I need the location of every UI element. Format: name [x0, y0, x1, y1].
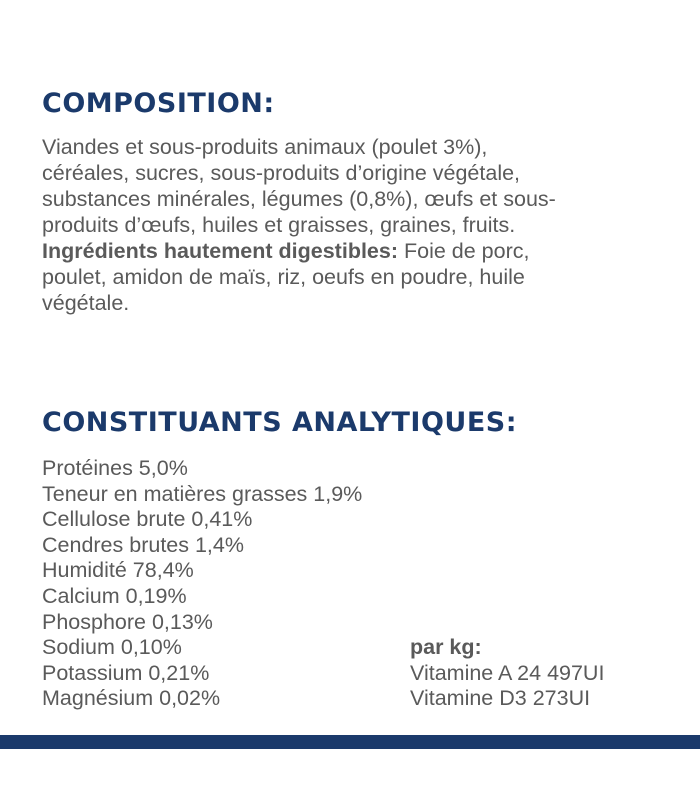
composition-text	[42, 134, 682, 316]
nutrient-item: Magnésium 0,02%	[42, 686, 221, 711]
nutrient-item: Cendres brutes 1,4%	[42, 532, 244, 557]
composition-line: substances minérales, légumes (0,8%), œufs et sous-	[42, 187, 556, 211]
vitamin-list	[410, 661, 604, 712]
composition-line: Viandes et sous-produits animaux (poulet 3%),	[42, 135, 488, 159]
digestible-line	[42, 238, 682, 264]
nutrient-item: Cellulose brute 0,41%	[42, 507, 253, 532]
nutrient-item: Calcium 0,19%	[42, 583, 187, 608]
per-kg-label: par kg:	[410, 635, 482, 659]
digestible-line: poulet, amidon de maïs, riz, oeufs en poudre, huile	[42, 265, 525, 289]
composition-heading: COMPOSITION:	[42, 88, 275, 119]
digestible-first: Foie de porc,	[398, 239, 530, 263]
vitamin-item: Vitamine A 24 497UI	[410, 660, 605, 685]
nutrient-list	[42, 456, 362, 712]
composition-line: produits d’œufs, huiles et graisses, graines, fruits.	[42, 213, 516, 237]
digestible-label: Ingrédients hautement digestibles:	[42, 239, 398, 263]
digestible-line: végétale.	[42, 291, 130, 315]
nutrient-item: Teneur en matières grasses 1,9%	[42, 481, 363, 506]
nutrient-item: Phosphore 0,13%	[42, 609, 213, 634]
nutrient-item: Sodium 0,10%	[42, 635, 182, 660]
vitamin-block	[410, 635, 604, 712]
composition-line: céréales, sucres, sous-produits d’origine végétale,	[42, 161, 521, 185]
nutrient-item: Humidité 78,4%	[42, 558, 194, 583]
analytics-heading: CONSTITUANTS ANALYTIQUES:	[42, 407, 518, 438]
vitamin-item: Vitamine D3 273UI	[410, 686, 591, 711]
bottom-band	[0, 735, 700, 749]
nutrient-item: Potassium 0,21%	[42, 660, 210, 685]
nutrient-item: Protéines 5,0%	[42, 456, 188, 480]
